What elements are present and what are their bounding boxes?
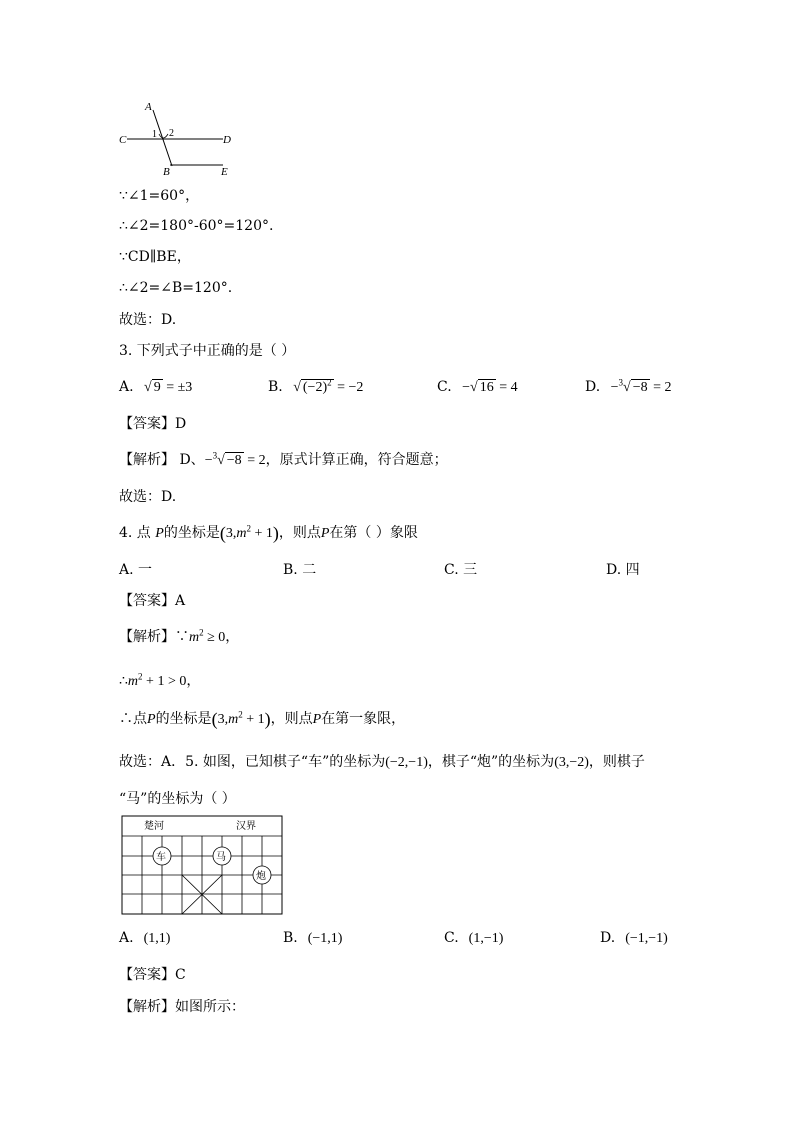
q3-a-letter: A. [119,379,134,395]
angle-arc [159,134,168,138]
q4-stem-pre: 4. 点 [119,525,151,541]
q3-b-letter: B. [268,379,283,395]
q3-d-radicand: −8 [632,380,648,395]
q4-option-a: A. 一 [119,562,153,578]
q5-answer: 【答案】C [119,967,186,983]
solution-line-4: ∴∠2=∠B=120°. [119,280,233,296]
q4-exp1-m: m [189,630,200,645]
q3-b-rest: = −2 [333,380,364,395]
parallel-lines-figure [115,98,245,180]
q4-exp2-rest: + 1 > 0， [142,674,201,689]
q3-c-radicand: 16 [479,380,494,395]
q5-a-value: (1,1) [143,931,171,946]
q3-exp-eq: = 2 [243,453,266,468]
q5-option-d [600,928,668,949]
q3-option-d: D. −$^3$√ −8 = 2 [585,377,672,395]
q5-b-value: (−1,1) [307,931,343,946]
solution-line-3: ∵CD∥BE， [119,249,191,265]
chess-board-figure [118,814,288,918]
q3-stem: 3. 下列式子中正确的是（ ） [119,343,296,359]
q4-exp1-rest: ≥ 0， [203,630,240,645]
label-d: D [223,134,231,146]
q3-exp-radicand: −8 [226,453,242,468]
q4-point-p: P [155,526,164,541]
q3-option-a: A. √ 9 = ±3 [119,379,193,395]
q4-stem-post2: 在第（ ）象限 [329,525,418,541]
q5-a-letter: A. [119,930,134,946]
q5-b-letter: B. [283,930,298,946]
q5-post: ，则棋子 [588,754,645,770]
q3-d-index: 3 [618,377,624,388]
solution-line-1: ∵∠1=60°， [119,188,200,204]
q4-option-c: C. 三 [444,562,478,578]
q4-explanation-2 [119,671,200,692]
solution-line-5: 故选：D. [119,312,177,328]
q5-c-letter: C. [444,930,459,946]
q4-explanation-1 [119,627,239,648]
q4-option-d: D. 四 [606,562,640,578]
q3-d-rest: = 2 [649,380,672,395]
label-angle1: 1 [152,129,157,140]
q3-a-radicand: 9 [153,380,161,395]
svg-text:车: 车 [156,852,166,863]
q4-coord-b: + 1 [250,526,273,541]
q5-option-c [444,928,503,949]
q4-exp3-coord-m: m [228,712,239,727]
q3-exp-post: ，原式计算正确，符合题意； [265,452,448,468]
q5-option-a [119,928,170,949]
q3-b-exp: 2 [327,377,332,388]
q4-coord-exp: 2 [246,523,251,534]
q4-explanation-3: ∴点P的坐标是$(3,m^2 + 1)$，则点P在第一象限， [119,709,406,729]
q4-exp3-post2: 在第一象限， [321,711,406,727]
q4-point-p-2: P [320,526,330,541]
q5-option-b [283,928,342,949]
solution-line-2: ∴∠2=180°-60°=120°. [119,218,274,234]
q4-option-b: B. 二 [283,562,317,578]
q4-stem-mid: 的坐标是 [163,525,220,541]
label-b: B [163,166,170,178]
q4-exp3-p-2: P [312,712,322,727]
q4-stem: 4. 点 P的坐标是$(3,m^2 + 1)$，则点P在第（ ）象限 [119,523,418,543]
q4-exp1-exp: 2 [199,627,204,638]
q5-mid: ，棋子“炮”的坐标为 [427,754,555,770]
q4-answer: 【答案】A [119,593,186,609]
q4-coord-m: m [236,526,247,541]
label-e: E [221,166,228,178]
q5-d-letter: D. [600,930,616,946]
q3-a-rest: = ±3 [162,380,193,395]
label-c: C [119,134,127,146]
q4-exp3-pre: ∴点 [119,711,147,727]
q4-stem-post1: ，则点 [278,525,321,541]
svg-text:炮: 炮 [256,871,266,882]
q4-coord-a: 3, [225,526,237,541]
q3-answer: 【答案】D [119,416,187,432]
q5-coord-pao: (3,−2) [554,755,589,770]
q3-exp-index: 3 [212,450,218,461]
q3-exp-minus: − [204,453,213,468]
q4-exp2-m: m [127,674,139,689]
q5-d-value: (−1,−1) [625,931,668,946]
q3-c-letter: C. [437,379,452,395]
q4-exp2-exp: 2 [138,671,143,682]
q3-exp-pre: 【解析】 D、 [119,452,205,468]
q4-exp3-coord-exp: 2 [238,709,243,720]
board-river-right: 汉界 [236,821,256,832]
q3-choose: 故选：D. [119,489,177,505]
q3-c-rest: = 4 [495,380,518,395]
label-angle2: 2 [169,128,174,139]
label-a: A [145,101,152,113]
q4-exp3-post1: ，则点 [270,711,313,727]
q4-exp3-coord-b: + 1 [242,712,265,727]
q3-c-pre: − [462,380,471,395]
q3-d-letter: D. [585,379,601,395]
board-river-left: 楚河 [144,821,164,832]
q5-stem-line-2: “马”的坐标为（ ） [119,791,236,807]
q3-option-c: C. −√ 16 = 4 [437,379,518,395]
q3-d-pre: − [610,380,619,395]
q3-explanation: 【解析】 D、−$^3$√ −8 = 2，原式计算正确，符合题意； [119,450,448,468]
q5-stem-line-1 [119,752,645,773]
q5-lead: 故选：A．5. 如图，已知棋子“车”的坐标为 [119,754,386,770]
q5-explanation: 【解析】如图所示： [119,999,245,1015]
q4-exp3-p: P [147,712,156,727]
q3-b-inner: (−2) [302,380,328,395]
q4-exp2-pre: ∴ [119,673,128,689]
piece-ma [213,847,231,865]
piece-che [153,847,171,865]
q4-exp3-coord-a: 3, [217,712,229,727]
q4-exp1-pre: 【解析】∵ [119,629,189,645]
q3-option-b: B. √ $(-2)^2 = -2$ [268,377,364,395]
svg-text:马: 马 [216,852,226,863]
q5-c-value: (1,−1) [468,931,504,946]
piece-pao [253,866,271,884]
q5-coord-che: (−2,−1) [385,755,428,770]
q4-exp3-mid: 的坐标是 [155,711,212,727]
